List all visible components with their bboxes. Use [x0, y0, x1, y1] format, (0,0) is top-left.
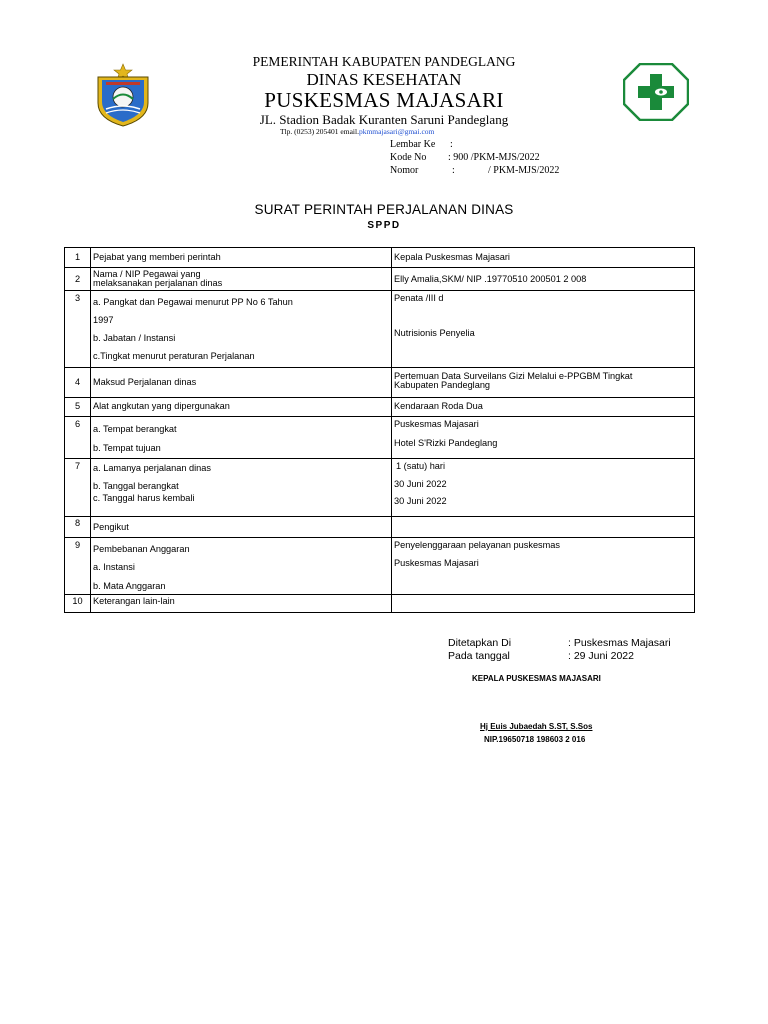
row-label — [91, 517, 392, 538]
ref-nomor-value: / PKM-MJS/2022 — [488, 165, 560, 176]
row-label-line: a. Instansi — [93, 562, 135, 572]
row-label-line: b. Jabatan / Instansi — [93, 333, 176, 343]
row-label-line: Pejabat yang memberi perintah — [93, 252, 221, 262]
tanggal-label: Pada tanggal — [448, 650, 510, 662]
row-number-text: 3 — [74, 293, 81, 303]
row-value — [392, 517, 695, 538]
header-address: JL. Stadion Badak Kuranten Saruni Pandeglang — [259, 112, 509, 127]
table-row — [65, 398, 695, 417]
row-label-line: melaksanakan perjalanan dinas — [93, 278, 223, 288]
ditetapkan-label: Ditetapkan Di — [448, 637, 512, 649]
header-institution-line: PUSKESMAS MAJASARI — [264, 88, 504, 112]
row-label — [91, 417, 392, 459]
ref-nomor-label: Nomor — [390, 165, 419, 176]
sppd-table — [64, 247, 695, 613]
row-label-line: b. Tempat tujuan — [93, 443, 161, 453]
row-label-line: c.Tingkat menurut peraturan Perjalanan — [93, 351, 255, 361]
row-value-line: Kabupaten Pandeglang — [394, 380, 491, 390]
doc-subtitle: SPPD — [367, 220, 401, 231]
row-value-line: Hotel S'Rizki Pandeglang — [394, 438, 498, 448]
ref-kode-label: Kode No — [390, 152, 427, 163]
signer-nip: NIP.19650718 198603 2 016 — [484, 735, 586, 744]
row-label — [91, 291, 392, 368]
row-value-line: Kepala Puskesmas Majasari — [394, 252, 510, 262]
row-label-line: a. Lamanya perjalanan dinas — [93, 463, 211, 473]
row-value-line: Puskesmas Majasari — [394, 419, 479, 429]
row-label-line: b. Mata Anggaran — [93, 581, 166, 591]
table-row — [65, 459, 695, 517]
table-row — [65, 517, 695, 538]
table-row — [65, 595, 695, 613]
row-number-text: 9 — [74, 540, 81, 550]
row-number — [65, 417, 91, 459]
header-government-line: PEMERINTAH KABUPATEN PANDEGLANG — [252, 54, 516, 69]
row-number — [65, 398, 91, 417]
row-label-line: Maksud Perjalanan dinas — [93, 377, 197, 387]
row-number — [65, 268, 91, 291]
row-value — [392, 595, 695, 613]
doc-title: SURAT PERINTAH PERJALANAN DINAS — [254, 202, 514, 217]
row-number — [65, 368, 91, 398]
row-number — [65, 517, 91, 538]
header-phone: Tlp. (0253) 205401 email. — [280, 127, 359, 136]
row-value-line: 30 Juni 2022 — [394, 496, 447, 506]
row-number-text: 7 — [74, 461, 81, 471]
row-label-line: Pembebanan Anggaran — [93, 544, 190, 554]
row-value-line: Elly Amalia,SKM/ NIP .19770510 200501 2 008 — [394, 274, 587, 284]
row-value — [392, 291, 695, 368]
row-label — [91, 248, 392, 268]
row-value — [392, 268, 695, 291]
row-value-line: 30 Juni 2022 — [394, 479, 447, 489]
row-value — [392, 459, 695, 517]
table-row — [65, 268, 695, 291]
row-number-text: 5 — [74, 401, 81, 411]
row-label-line: a. Tempat berangkat — [93, 424, 177, 434]
row-number — [65, 459, 91, 517]
table-row — [65, 417, 695, 459]
row-value-line: Penata /III d — [394, 293, 444, 303]
row-number-text: 2 — [74, 274, 81, 284]
ditetapkan-value: : Puskesmas Majasari — [568, 637, 671, 649]
row-value-line: Kendaraan Roda Dua — [394, 401, 483, 411]
row-value-line: Penyelenggaraan pelayanan puskesmas — [394, 540, 561, 550]
row-value — [392, 248, 695, 268]
header-department-line: DINAS KESEHATAN — [306, 70, 462, 89]
row-label-line: c. Tanggal harus kembali — [93, 493, 195, 503]
row-value-line: Pertemuan Data Surveilans Gizi Melalui e-PPGBM Tingkat — [394, 371, 633, 381]
row-number — [65, 595, 91, 613]
row-value — [392, 538, 695, 595]
table-row — [65, 248, 695, 268]
header-email: pkmmajasari@gmai.com — [358, 127, 435, 136]
row-number-text: 6 — [74, 419, 81, 429]
signer-name: Hj Euis Jubaedah S.ST, S.Sos — [480, 722, 593, 731]
row-value-line: Nutrisionis Penyelia — [394, 328, 475, 338]
row-label — [91, 368, 392, 398]
row-number — [65, 248, 91, 268]
row-number — [65, 538, 91, 595]
row-number-text: 4 — [74, 377, 81, 387]
signer-position: KEPALA PUSKESMAS MAJASARI — [472, 674, 601, 683]
row-label — [91, 398, 392, 417]
table-row — [65, 538, 695, 595]
row-value — [392, 368, 695, 398]
row-label-line: 1997 — [93, 315, 114, 325]
ref-lembar-label: Lembar Ke — [390, 139, 436, 150]
row-number-text: 8 — [74, 518, 81, 528]
green-cross-health-icon — [623, 63, 689, 121]
row-label-line: Alat angkutan yang dipergunakan — [93, 401, 230, 411]
row-value — [392, 417, 695, 459]
row-label — [91, 538, 392, 595]
row-value-line: 1 (satu) hari — [396, 461, 446, 471]
row-label-line: Nama / NIP Pegawai yang — [93, 269, 201, 279]
regency-emblem-icon — [92, 63, 154, 127]
table-row — [65, 368, 695, 398]
row-number-text: 1 — [74, 252, 81, 262]
table-row — [65, 291, 695, 368]
row-label-line: a. Pangkat dan Pegawai menurut PP No 6 Tahun — [93, 297, 293, 307]
header-contact — [280, 127, 434, 136]
row-label — [91, 459, 392, 517]
row-label-line: Pengikut — [93, 522, 129, 532]
row-value-line: Puskesmas Majasari — [394, 558, 479, 568]
row-label-line: b. Tanggal berangkat — [93, 481, 179, 491]
row-label — [91, 268, 392, 291]
row-number-text: 10 — [72, 596, 83, 606]
ref-nomor-sep: : — [452, 165, 455, 176]
row-label-line: Keterangan lain-lain — [93, 596, 175, 606]
row-label — [91, 595, 392, 613]
ref-kode-value: : 900 /PKM-MJS/2022 — [448, 152, 540, 163]
ref-lembar-sep: : — [450, 139, 453, 150]
row-number — [65, 291, 91, 368]
tanggal-value: : 29 Juni 2022 — [568, 650, 634, 662]
row-value — [392, 398, 695, 417]
